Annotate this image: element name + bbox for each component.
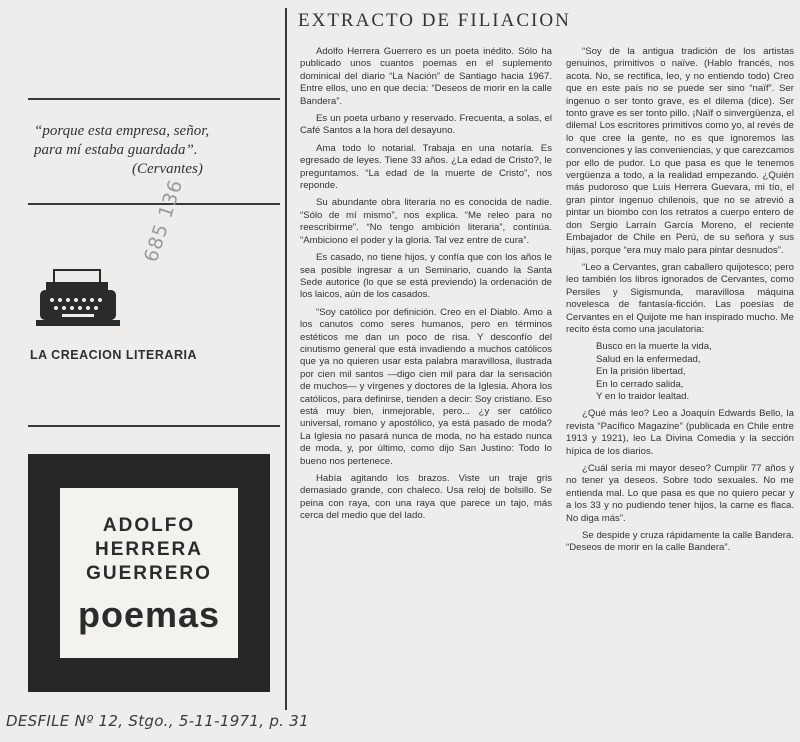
- mid-divider-rule: [28, 203, 280, 205]
- epigraph-author: (Cervantes): [132, 161, 203, 177]
- epigraph-line-1: “porque esta empresa, señor,: [34, 123, 210, 139]
- verse-block: [566, 341, 794, 403]
- typewriter-icon: [34, 266, 122, 332]
- verse-line: Y en lo traidor lealtad.: [596, 390, 690, 402]
- paragraph: Adolfo Herrera Guerrero es un poeta inédito. Sólo ha publicado unos cuantos poemas en el suplemento dominical del diario “La Nación” de Santiago hacia 1967. Entre ellos, uno en que decía: “Deseos de morir en la calle Bandera”.: [300, 46, 552, 107]
- paragraph: Su abundante obra literaria no es conocida de nadie. “Sólo de mí mismo”, nos explica. “Me releo para no reescribirme”. “No tengo ambición literaria”, continúa. “Ambiciono el poder y la gloria. Tal vez entre de cura”.: [300, 197, 552, 246]
- column-divider-rule: [285, 8, 287, 710]
- article-column-1: [300, 46, 552, 528]
- article-column-2: [566, 46, 794, 560]
- book-cover: [28, 454, 270, 692]
- paragraph: Había agitando los brazos. Viste un traje gris demasiado grande, con chaleco. Usa reloj de bolsillo. Se peina con raya, con una raya que parece un tajo, más cerca del medio que del lado.: [300, 473, 552, 522]
- paragraph: “Soy católico por definición. Creo en el Diablo. Amo a los canutos como seres humanos, pero en términos estéticos me dan un poco de risa. Y desconfío del cinutismo general que está invadiendo a muchos católicos que ya no quieren usar esta palabra maravillosa, ilustrada por cien mil santos —digo cien mil para dar la sensación de muchos— y vírgenes y doctores de la Iglesia. Ahora los católicos, para definirse, tienden a decir: Soy cristiano. Eso está muy bien, inmejorable, pero... ¿y ser católico universal, romano y apostólico, ya está pasado de moda? La Iglesia no pasará nunca de moda, no ha estado nunca de moda, y, por último, como dijo San Justino: Todo lo bueno nos pertenece.: [300, 306, 552, 467]
- book-cover-panel: [60, 488, 238, 658]
- article-headline: EXTRACTO DE FILIACION: [298, 10, 571, 31]
- verse-line: Busco en la muerte la vida,: [596, 341, 712, 353]
- handwritten-catalog-number: 685 136: [140, 176, 188, 265]
- verse-line: En lo cerrado salida,: [596, 378, 684, 390]
- section-label: LA CREACION LITERARIA: [30, 348, 197, 362]
- paragraph: ¿Cuál sería mi mayor deseo? Cumplir 77 años y no tener ya deseos. Sobre todo sexuales. No me entienda mal. Lo que pasa es que no quiero pecar y a los 33 y no pudiendo tener hijos, la carne es flaca. No diga más”.: [566, 463, 794, 524]
- paragraph: Ama todo lo notarial. Trabaja en una notaría. Es egresado de leyes. Tiene 33 años. ¿La edad de Cristo?, le preguntamos. “La edad de la muerte de Cristo”, nos reponde.: [300, 142, 552, 192]
- handwritten-source-note: DESFILE Nº 12, Stgo., 5-11-1971, p. 31: [6, 712, 309, 730]
- epigraph-line-2: para mí estaba guardada”.: [34, 142, 198, 158]
- paragraph: Se despide y cruza rápidamente la calle Bandera. “Deseos de morir en la calle Bandera”.: [566, 530, 794, 554]
- verse-line: Salud en la enfermedad,: [596, 353, 701, 365]
- epigraph: [34, 122, 284, 179]
- book-author-surname-1: HERRERA: [95, 539, 203, 560]
- paragraph: Es casado, no tiene hijos, y confía que con los años le sea posible ingresar a un Seminario, cuando la Santa Sede autorice (lo que se está previendo) la ordenación de los laicos, aún de los casados.: [300, 252, 552, 301]
- paragraph: ¿Qué más leo? Leo a Joaquín Edwards Bello, la revista “Pacífico Magazine” (publicada en Chile entre 1913 y 1921), leo La Divina Comedia y la sección hípica de los diarios.: [566, 408, 794, 457]
- book-author-first-name: ADOLFO: [102, 515, 196, 536]
- top-divider-rule: [28, 98, 280, 100]
- book-title: poemas: [77, 594, 221, 635]
- paragraph: “Leo a Cervantes, gran caballero quijotesco; pero leo también los libros ignorados de Cervantes, como Persiles y Sigismunda, maravillosa máquina novelesca de fantasía-ficción. Las poesías de Cervantes en el Quijote me han inspirado mucho. Me recito ésta como una jaculatoria:: [566, 261, 794, 335]
- verse-line: En la prisión libertad,: [596, 366, 686, 378]
- lower-divider-rule: [28, 425, 280, 427]
- paragraph: “Soy de la antigua tradición de los artistas genuinos, primitivos o naïve. (Hablo francés, nos acota. No, se rectifica, leo, y no entiendo todo) Creo que en este país no se puede ser sino “naïf”. Ser ingenuo o ser tonto grave, es el dilema (dice). Ser tonto grave es ser tonto pillo. ¡Naïf o sinvergüenza, el dilema! Los escritores primitivos como yo, al revés de lo que cree la gente, no es que ignoremos las convenciones y las conveniencias, y que carezcamos por ello de pudor. Lo que pasa es que le tenemos vergüenza a todo, a la realidad empezando. ¿Quién más pudoroso que Luis Herrera Guevara, mi tío, el gran pintor ingenuo chilenois, que no se atrevió a pintar un biombo con los retratos a cuerpo entero de don Sergio Larraín García Moreno, el reciente Embajador de Chile en Perú, de su señora y sus hijas, porque “era muy malo para pintar desnudos”.: [566, 46, 794, 256]
- book-author-surname-2: GUERRERO: [86, 563, 212, 584]
- paragraph: Es un poeta urbano y reservado. Frecuenta, a solas, el Café Santos a la hora del desayuno.: [300, 113, 552, 137]
